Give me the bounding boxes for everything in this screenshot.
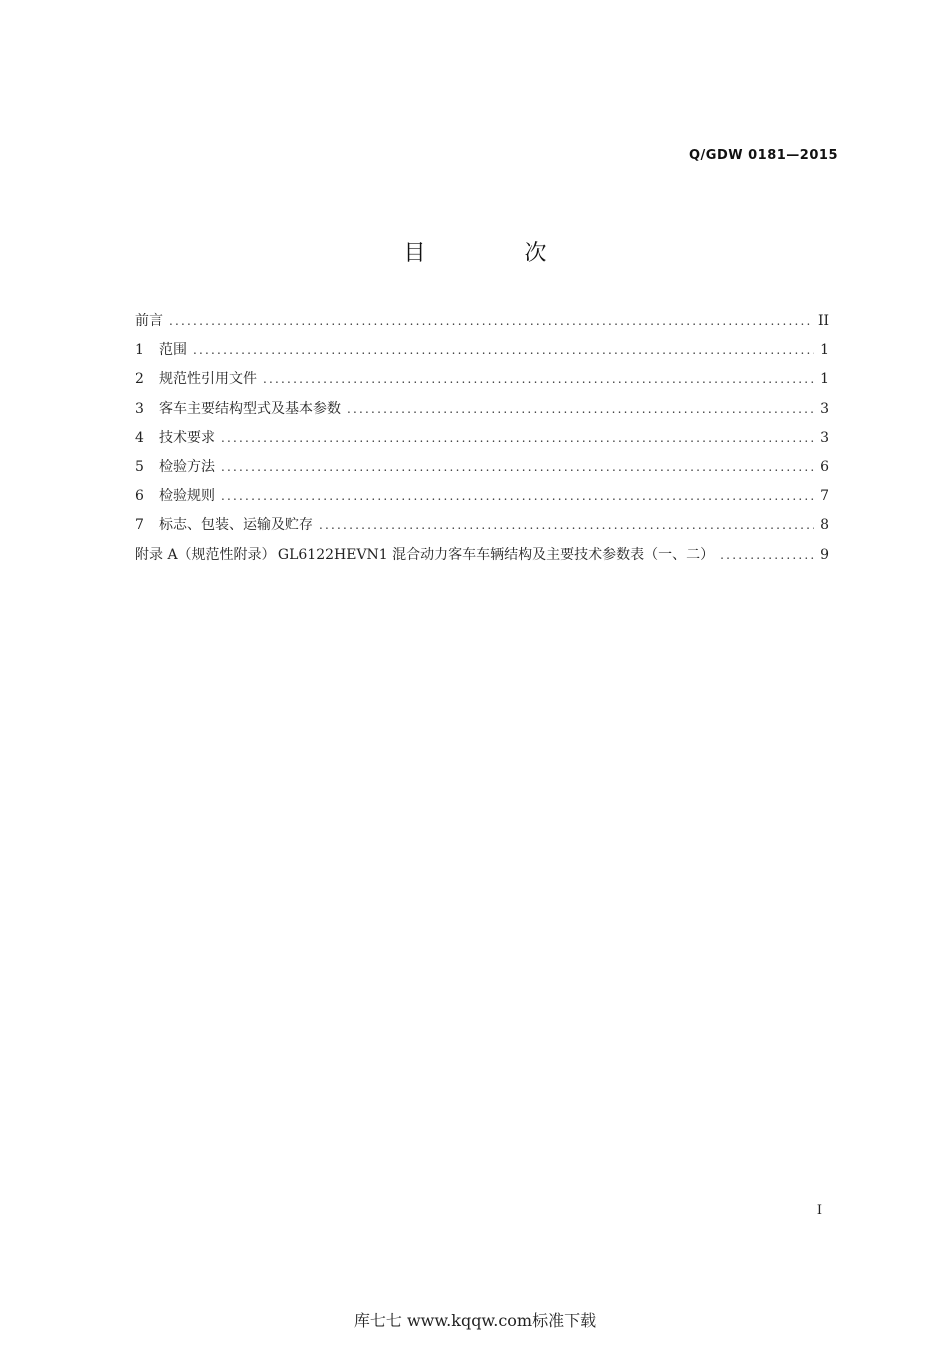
toc-entry-page: 8 xyxy=(820,517,829,534)
toc-entry-number: 7 xyxy=(135,517,144,534)
toc-leader-dots xyxy=(221,457,814,477)
toc-entry-number: 2 xyxy=(135,371,144,388)
table-of-contents xyxy=(135,311,829,574)
toc-entry-number: 3 xyxy=(135,400,144,417)
toc-entry-text: 前言 xyxy=(135,313,163,329)
toc-entry-2[interactable] xyxy=(135,369,829,398)
toc-entry-6[interactable] xyxy=(135,486,829,515)
toc-entry-text: 检验方法 xyxy=(159,458,215,475)
toc-entry-page: 1 xyxy=(820,342,829,359)
toc-entry-3[interactable] xyxy=(135,399,829,428)
document-code: Q/GDW 0181—2015 xyxy=(689,148,838,163)
toc-entry-page: 7 xyxy=(820,488,829,505)
toc-leader-dots xyxy=(319,515,814,535)
toc-title: 目 次 xyxy=(403,241,593,266)
toc-leader-dots xyxy=(263,369,814,389)
toc-entry-page: II xyxy=(817,313,829,329)
toc-entry-page: 9 xyxy=(820,546,829,563)
toc-entry-1[interactable] xyxy=(135,340,829,369)
toc-leader-dots xyxy=(720,545,814,565)
page-number: I xyxy=(816,1203,822,1218)
toc-entry-text: 范围 xyxy=(159,342,187,359)
toc-entry-text: 标志、包装、运输及贮存 xyxy=(159,517,313,534)
toc-entry-number: 4 xyxy=(135,429,144,446)
toc-entry-subtitle: GL6122HEVN1 混合动力客车车辆结构及主要技术参数表（一、二） xyxy=(277,546,715,563)
watermark-text: 库七七 www.kqqw.com标准下载 xyxy=(353,1311,597,1330)
toc-entry-text: 附录 A（规范性附录） xyxy=(135,546,276,563)
toc-entry-number: 6 xyxy=(135,488,144,505)
toc-entry-7[interactable] xyxy=(135,515,829,544)
toc-entry-text: 客车主要结构型式及基本参数 xyxy=(159,400,341,417)
toc-entry-number: 1 xyxy=(135,342,144,359)
toc-entry-text: 规范性引用文件 xyxy=(159,371,257,388)
toc-entry-text: 技术要求 xyxy=(159,429,215,446)
toc-entry-page: 3 xyxy=(820,400,829,417)
toc-entry-page: 3 xyxy=(820,429,829,446)
toc-leader-dots xyxy=(169,311,812,331)
toc-leader-dots xyxy=(221,486,814,506)
toc-entry-page: 6 xyxy=(820,458,829,475)
toc-leader-dots xyxy=(193,340,814,360)
toc-entry-foreword[interactable] xyxy=(135,311,829,340)
toc-entry-4[interactable] xyxy=(135,428,829,457)
toc-entry-number: 5 xyxy=(135,458,144,475)
toc-leader-dots xyxy=(221,428,814,448)
toc-entry-text: 检验规则 xyxy=(159,488,215,505)
toc-entry-5[interactable] xyxy=(135,457,829,486)
toc-leader-dots xyxy=(347,399,814,419)
toc-entry-appendix-a[interactable] xyxy=(135,545,829,574)
toc-entry-page: 1 xyxy=(820,371,829,388)
